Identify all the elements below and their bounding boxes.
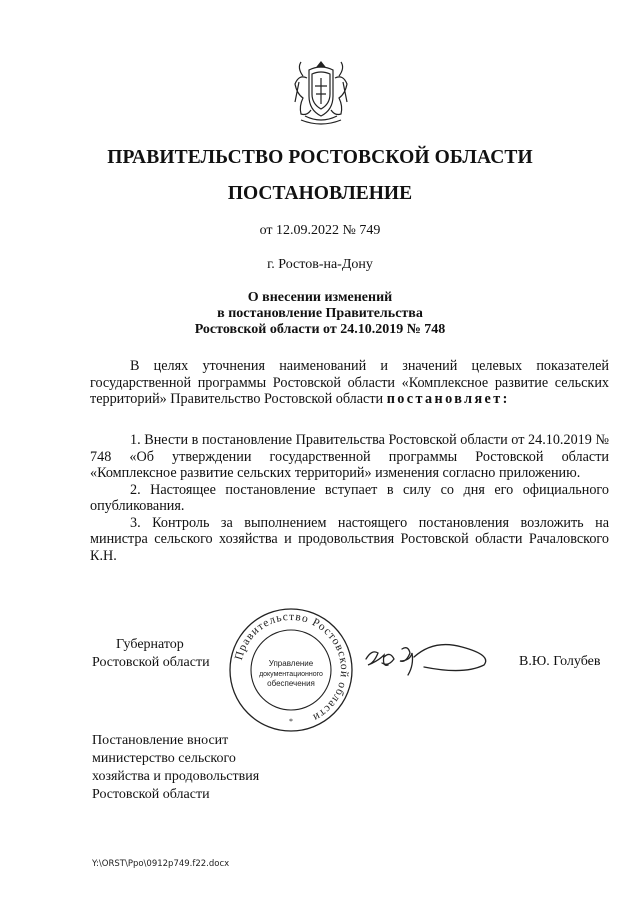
submitted-by-line: хозяйства и продовольствия bbox=[92, 769, 260, 784]
subject-line: в постановление Правительства bbox=[217, 306, 423, 321]
date-number: от 12.09.2022 № 749 bbox=[259, 223, 381, 238]
coat-of-arms-emblem bbox=[291, 58, 351, 126]
subject-line: Ростовской области от 24.10.2019 № 748 bbox=[194, 322, 446, 337]
submitted-by-line: Ростовской области bbox=[92, 787, 210, 802]
svg-text:обеспечения: обеспечения bbox=[267, 679, 315, 688]
svg-text:документационного: документационного bbox=[259, 671, 323, 678]
signatory-title-line: Губернатор bbox=[116, 637, 184, 652]
city: г. Ростов-на-Дону bbox=[267, 257, 373, 272]
file-path: Y:\ORST\Ppo\0912p749.f22.docx bbox=[92, 859, 230, 869]
government-title: ПРАВИТЕЛЬСТВО РОСТОВСКОЙ ОБЛАСТИ bbox=[107, 147, 533, 168]
official-stamp bbox=[227, 606, 355, 734]
svg-text:*: * bbox=[289, 717, 293, 726]
submitted-by-line: министерство сельского bbox=[92, 751, 236, 766]
signatory-name: В.Ю. Голубев bbox=[519, 654, 601, 669]
svg-text:Управление: Управление bbox=[268, 659, 314, 668]
decree-items bbox=[90, 432, 609, 564]
subject-line: О внесении изменений bbox=[247, 290, 393, 305]
svg-text:Правительство Ростовской облас: Правительство Ростовской области bbox=[233, 610, 351, 724]
document-subject bbox=[0, 290, 640, 338]
document-type: ПОСТАНОВЛЕНИЕ bbox=[227, 183, 413, 204]
signatory-title bbox=[92, 636, 210, 672]
decree-item: 3. Контроль за выполнением настоящего постановления возложить на министра сельского хозяйства и продовольствия Ростовской области Рачаловского К.Н. bbox=[90, 514, 609, 564]
preamble-text: В целях уточнения наименований и значений целевых показателей государственной программы Ростовской области «Комплексное развитие сельских территорий» Правительство Ростовской области bbox=[90, 358, 609, 407]
decree-word: постановляет: bbox=[386, 391, 510, 407]
handwritten-signature bbox=[362, 637, 494, 681]
submitted-by-line: Постановление вносит bbox=[92, 733, 229, 748]
signatory-title-line: Ростовской области bbox=[92, 655, 210, 670]
preamble-paragraph bbox=[90, 358, 609, 408]
decree-item: 1. Внести в постановление Правительства Ростовской области от 24.10.2019 № 748 «Об утверждении государственной программы Ростовской области «Комплексное развитие сельских территорий» изменения согласно приложению. bbox=[90, 432, 609, 481]
submitted-by bbox=[92, 732, 259, 804]
decree-item: 2. Настоящее постановление вступает в силу со дня его официального опубликования. bbox=[90, 481, 609, 514]
